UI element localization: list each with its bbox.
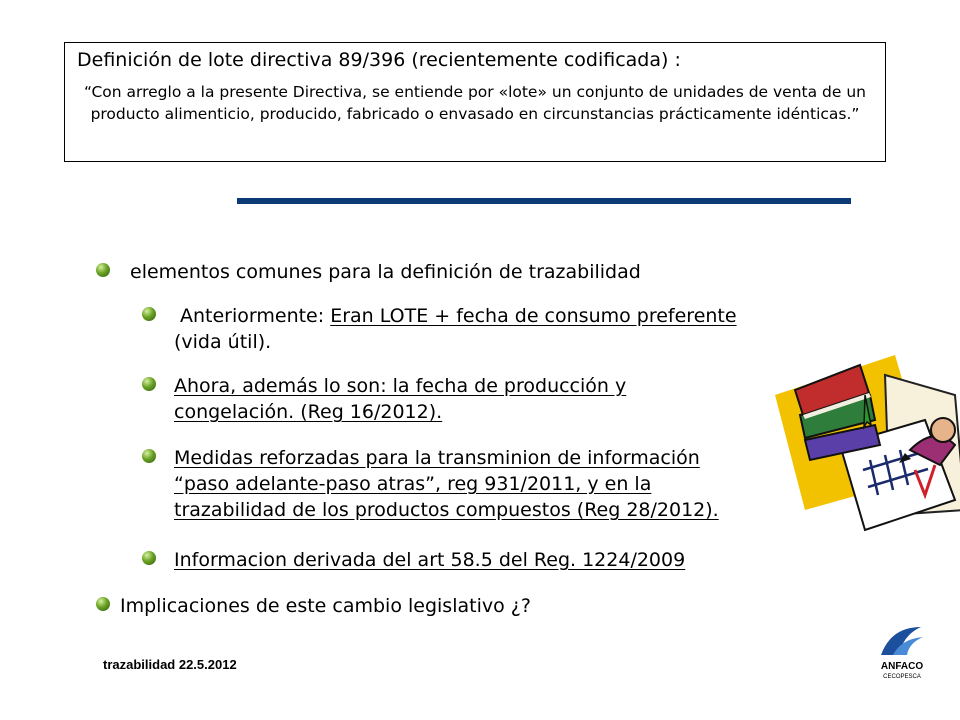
sub-bullet-2-line1: Ahora, además lo son: la fecha de producción y bbox=[174, 375, 627, 397]
bullet-icon bbox=[142, 449, 156, 463]
bullet-icon bbox=[96, 263, 110, 277]
bullet-icon bbox=[96, 597, 110, 611]
sub-bullet-3-line3: trazabilidad de los productos compuestos (Reg 28/2012). bbox=[174, 499, 719, 521]
sub-bullet-3-line2: “paso adelante-paso atras”, reg 931/2011, y en la bbox=[174, 473, 652, 495]
sub-bullet-1-rest: (vida útil). bbox=[174, 331, 272, 353]
sub-bullet-3-line1: Medidas reforzadas para la transminion de información bbox=[174, 447, 700, 469]
logo-subtitle: CECOPESCA bbox=[883, 674, 921, 680]
anfaco-logo-icon bbox=[873, 625, 931, 661]
sub-bullet-1-underlined: Eran LOTE + fecha de consumo preferente bbox=[330, 305, 737, 327]
sub-bullet-4: Informacion derivada del art 58.5 del Reg. 1224/2009 bbox=[174, 549, 686, 571]
bullet-icon bbox=[142, 307, 156, 321]
bullet-icon bbox=[142, 377, 156, 391]
sub-bullet-3 bbox=[174, 445, 719, 523]
logo-name: ANFACO bbox=[880, 661, 924, 672]
sub-bullet-2 bbox=[174, 373, 626, 425]
divider-rule bbox=[237, 198, 851, 204]
definition-heading: Definición de lote directiva 89/396 (recientemente codificada) : bbox=[77, 49, 681, 71]
sub-bullet-1 bbox=[174, 303, 854, 355]
last-bullet-text: Implicaciones de este cambio legislativo ¿? bbox=[120, 595, 531, 617]
bullet-icon bbox=[142, 551, 156, 565]
sub-bullet-2-line2: congelación. (Reg 16/2012). bbox=[174, 401, 443, 423]
definition-box bbox=[64, 42, 886, 162]
books-notebook-icon bbox=[765, 335, 960, 535]
footer-label: trazabilidad 22.5.2012 bbox=[103, 657, 237, 672]
sub-bullet-1-prefix: Anteriormente: bbox=[180, 305, 331, 327]
anfaco-logo bbox=[873, 625, 931, 689]
main-bullet-text: elementos comunes para la definición de trazabilidad bbox=[130, 261, 641, 283]
definition-quote: “Con arreglo a la presente Directiva, se entiende por «lote» un conjunto de unidades de venta de un producto alimenticio, producido, fabricado o envasado en circunstancias prácticamente idénticas.” bbox=[83, 83, 866, 123]
